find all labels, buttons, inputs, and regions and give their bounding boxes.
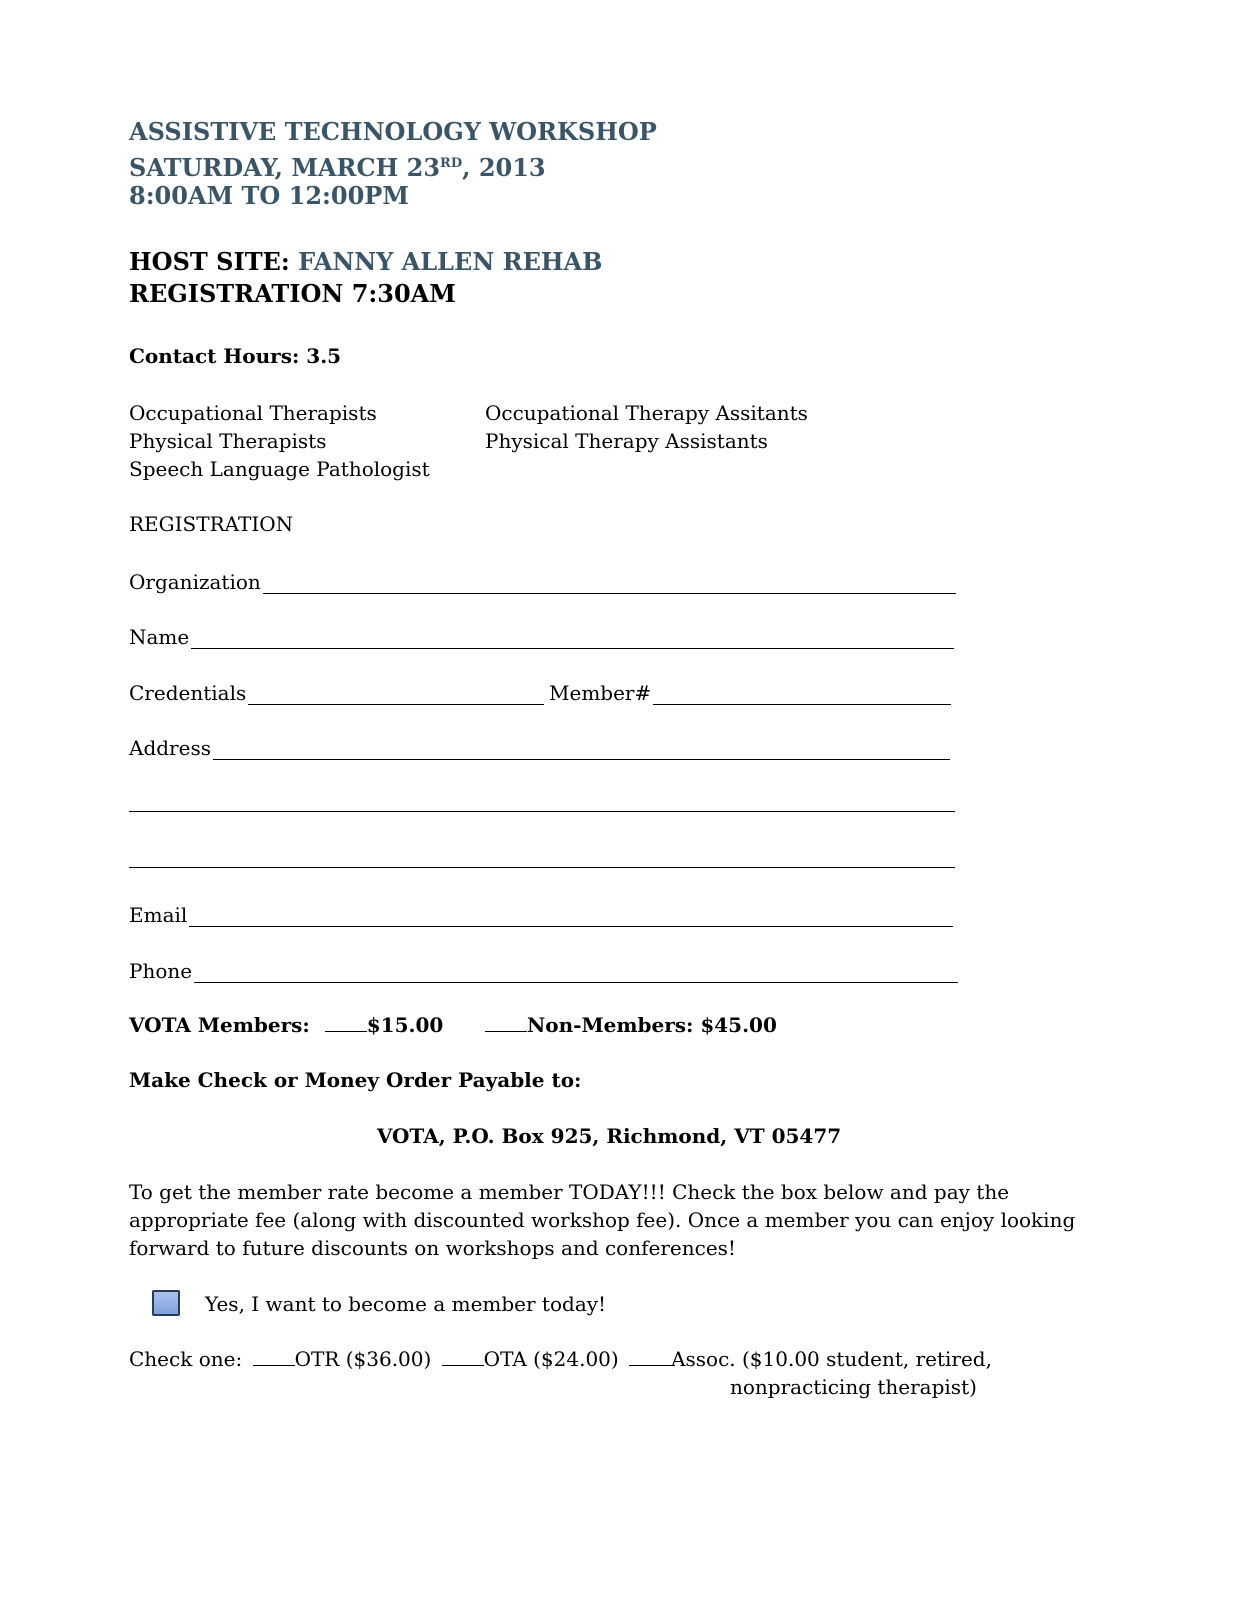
- check-one-row: [129, 1345, 992, 1373]
- promo-line: appropriate fee (along with discounted workshop fee). Once a member you can enjoy looking: [129, 1208, 1076, 1232]
- name-field[interactable]: [129, 619, 954, 649]
- payable-label: Make Check or Money Order Payable to:: [129, 1068, 582, 1092]
- member-fee-label: VOTA Members:: [129, 1013, 310, 1037]
- assoc-blank[interactable]: [629, 1347, 671, 1366]
- credentials-field[interactable]: [129, 675, 544, 705]
- host-site-label: HOST SITE:: [129, 247, 299, 276]
- credentials-input-line[interactable]: [248, 682, 544, 705]
- audience-item: Physical Therapy Assistants: [485, 429, 768, 453]
- email-input-line[interactable]: [189, 904, 953, 927]
- assoc-option: Assoc. ($10.00 student, retired,: [671, 1347, 992, 1371]
- member-fee-amount: $15.00: [366, 1013, 444, 1037]
- organization-input-line[interactable]: [263, 571, 956, 594]
- address-input-line[interactable]: [213, 737, 950, 760]
- phone-label: Phone: [129, 959, 193, 983]
- address-label: Address: [129, 736, 211, 760]
- promo-line: To get the member rate become a member TODAY!!! Check the box below and pay the: [129, 1180, 1010, 1204]
- date-year: , 2013: [462, 153, 546, 182]
- address-field[interactable]: [129, 730, 950, 760]
- registration-time: REGISTRATION 7:30AM: [129, 279, 456, 308]
- organization-label: Organization: [129, 570, 261, 594]
- payable-address: VOTA, P.O. Box 925, Richmond, VT 05477: [376, 1124, 842, 1148]
- assoc-option-continued: nonpracticing therapist): [730, 1375, 977, 1399]
- audience-item: Occupational Therapy Assitants: [485, 401, 808, 425]
- member-number-field[interactable]: [549, 675, 951, 705]
- nonmember-fee-blank[interactable]: [485, 1013, 527, 1032]
- ota-blank[interactable]: [442, 1347, 484, 1366]
- member-number-label: Member#: [549, 681, 652, 705]
- otr-option: OTR ($36.00): [294, 1347, 432, 1371]
- credentials-label: Credentials: [129, 681, 247, 705]
- workshop-title: ASSISTIVE TECHNOLOGY WORKSHOP: [129, 117, 657, 146]
- check-one-label: Check one:: [129, 1347, 243, 1371]
- email-label: Email: [129, 903, 188, 927]
- ota-option: OTA ($24.00): [483, 1347, 619, 1371]
- member-fee: [129, 1011, 443, 1039]
- otr-blank[interactable]: [253, 1347, 295, 1366]
- address-line-2[interactable]: [129, 810, 955, 812]
- membership-checkbox-label: Yes, I want to become a member today!: [205, 1292, 607, 1316]
- workshop-time: 8:00AM TO 12:00PM: [129, 181, 409, 210]
- phone-input-line[interactable]: [194, 960, 958, 983]
- registration-heading: REGISTRATION: [129, 512, 294, 536]
- audience-item: Speech Language Pathologist: [129, 457, 430, 481]
- workshop-date: [129, 148, 546, 184]
- date-text: SATURDAY, MARCH 23: [129, 153, 441, 182]
- organization-field[interactable]: [129, 564, 956, 594]
- member-fee-blank[interactable]: [325, 1013, 367, 1032]
- audience-item: Physical Therapists: [129, 429, 327, 453]
- email-field[interactable]: [129, 897, 953, 927]
- member-number-input-line[interactable]: [653, 682, 951, 705]
- contact-hours: Contact Hours: 3.5: [129, 344, 342, 368]
- date-superscript: RD: [440, 156, 463, 171]
- name-label: Name: [129, 625, 190, 649]
- host-site: [129, 246, 602, 278]
- nonmember-fee: [485, 1011, 777, 1039]
- nonmember-fee-label: Non-Members: $45.00: [527, 1013, 777, 1037]
- promo-line: forward to future discounts on workshops and conferences!: [129, 1236, 736, 1260]
- phone-field[interactable]: [129, 953, 958, 983]
- address-line-3[interactable]: [129, 866, 955, 868]
- membership-checkbox[interactable]: [152, 1290, 180, 1316]
- host-site-name: FANNY ALLEN REHAB: [298, 247, 603, 276]
- audience-item: Occupational Therapists: [129, 401, 377, 425]
- name-input-line[interactable]: [191, 626, 954, 649]
